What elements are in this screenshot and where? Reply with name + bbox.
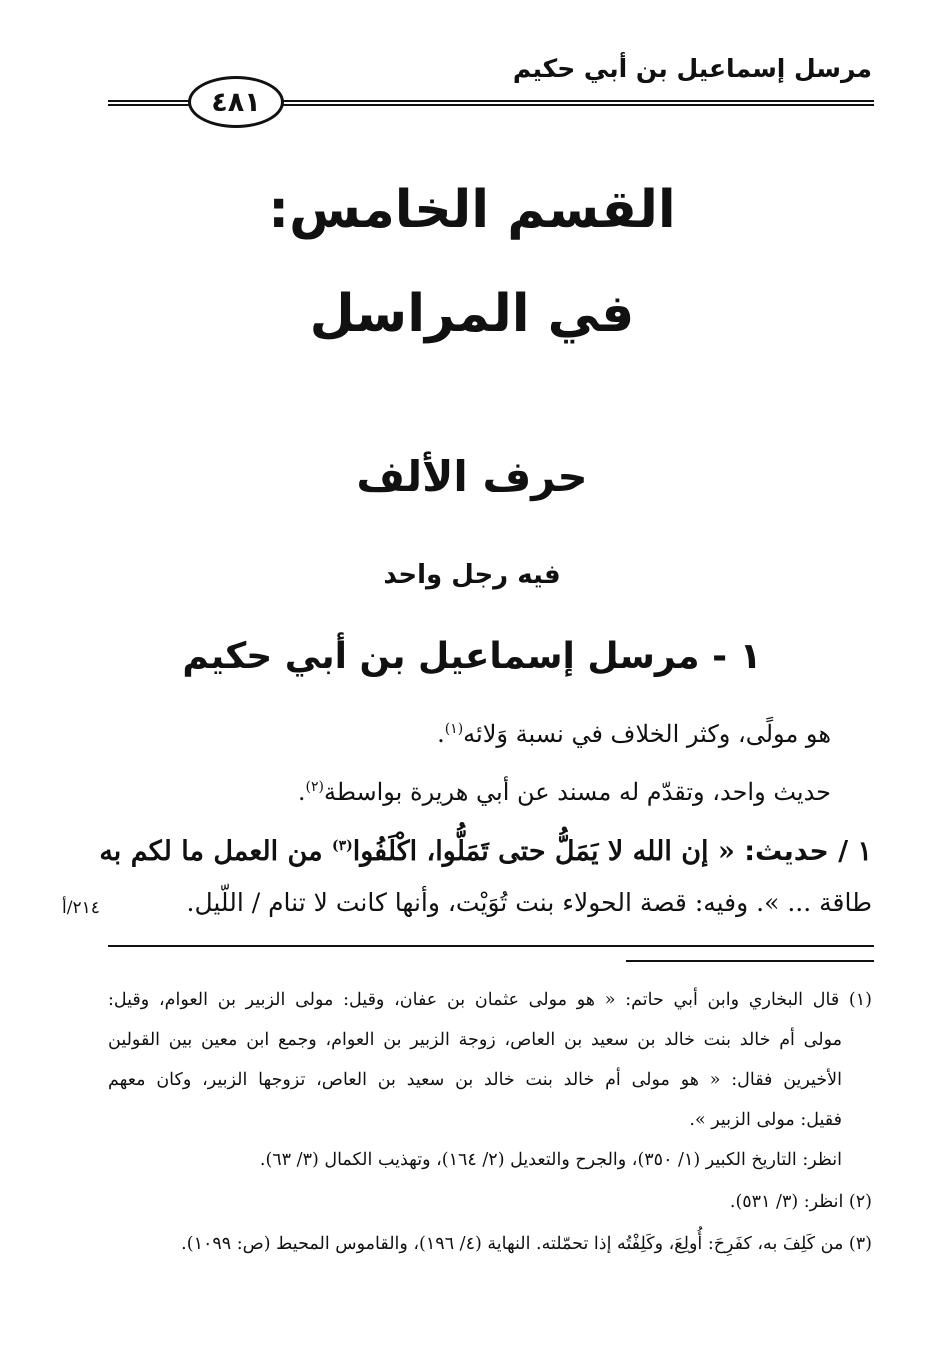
hadith-number: ١ /	[828, 836, 872, 867]
section-subtitle: في المراسل	[309, 284, 635, 344]
body-rule	[108, 945, 874, 947]
footnote-1-line-1: (١) قال البخاري وابن أبي حاتم: « هو مولى عثمان بن عفان، وقيل: مولى الزبير بن العوام، وقيل:	[108, 990, 872, 1010]
letter-heading: حرف الألف	[356, 452, 588, 501]
punctuation: .	[437, 720, 445, 748]
running-title: مرسل إسماعيل بن أبي حكيم	[512, 54, 872, 83]
hadith-label: حديث:	[744, 836, 829, 867]
footnote-2: (٢) انظر: (٣/ ٥٣١).	[729, 1192, 872, 1212]
footnote-ref: (٢)	[305, 779, 324, 795]
footnote-ref: (٣)	[331, 838, 353, 854]
footnote-1-line-2: مولى أم خالد بنت خالد بن سعيد بن العاص، زوجة الزبير بن العوام، وجمع ابن معين بين القولين	[108, 1030, 842, 1050]
footnote-3: (٣) من كَلِفَ به، كفَرِحَ: أُولِعَ، وكَلِفْتُه إذا تحمّلته. النهاية (٤/ ١٩٦)، والقاموس المحيط (ص: ١٠٩٩).	[181, 1234, 872, 1254]
narrator-count: فيه رجل واحد	[383, 560, 561, 590]
hadith-line-2: طاقة ... ». وفيه: قصة الحولاء بنت تُوَيْت، وأنها كانت لا تنام / اللّيل.	[186, 888, 872, 917]
footnote-1-line-4: فقيل: مولى الزبير ».	[689, 1110, 842, 1130]
footnote-rule	[626, 960, 874, 962]
hadith-text: « إن الله لا يَمَلُّ حتى تَمَلُّوا، اكْلَفُوا	[352, 836, 745, 867]
body-line-1	[437, 720, 831, 748]
footnote-ref: (١)	[444, 721, 464, 737]
punctuation: .	[297, 778, 306, 806]
section-title: القسم الخامس:	[268, 180, 676, 240]
hadith-text: من العمل ما لكم به	[99, 836, 332, 867]
footnote-1-sources: انظر: التاريخ الكبير (١/ ٣٥٠)، والجرح والتعديل (٢/ ١٦٤)، وتهذيب الكمال (٣/ ٦٣).	[259, 1150, 842, 1170]
page-number: ٤٨١	[188, 76, 284, 128]
footnote-1-line-3: الأخيرين فقال: « هو مولى أم خالد بنت خالد بن سعيد بن العاص، تزوجها الزبير، وكان معهم	[108, 1070, 842, 1090]
hadith-line-1	[99, 836, 872, 867]
body-text: حديث واحد، وتقدّم له مسند عن أبي هريرة بواسطة	[323, 778, 831, 806]
margin-note: ٢١٤/أ	[62, 898, 100, 918]
narrator-heading: ١ - مرسل إسماعيل بن أبي حكيم	[182, 636, 762, 677]
body-text: هو مولًى، وكثر الخلاف في نسبة وَلائه	[463, 720, 831, 748]
body-line-2	[298, 778, 831, 806]
